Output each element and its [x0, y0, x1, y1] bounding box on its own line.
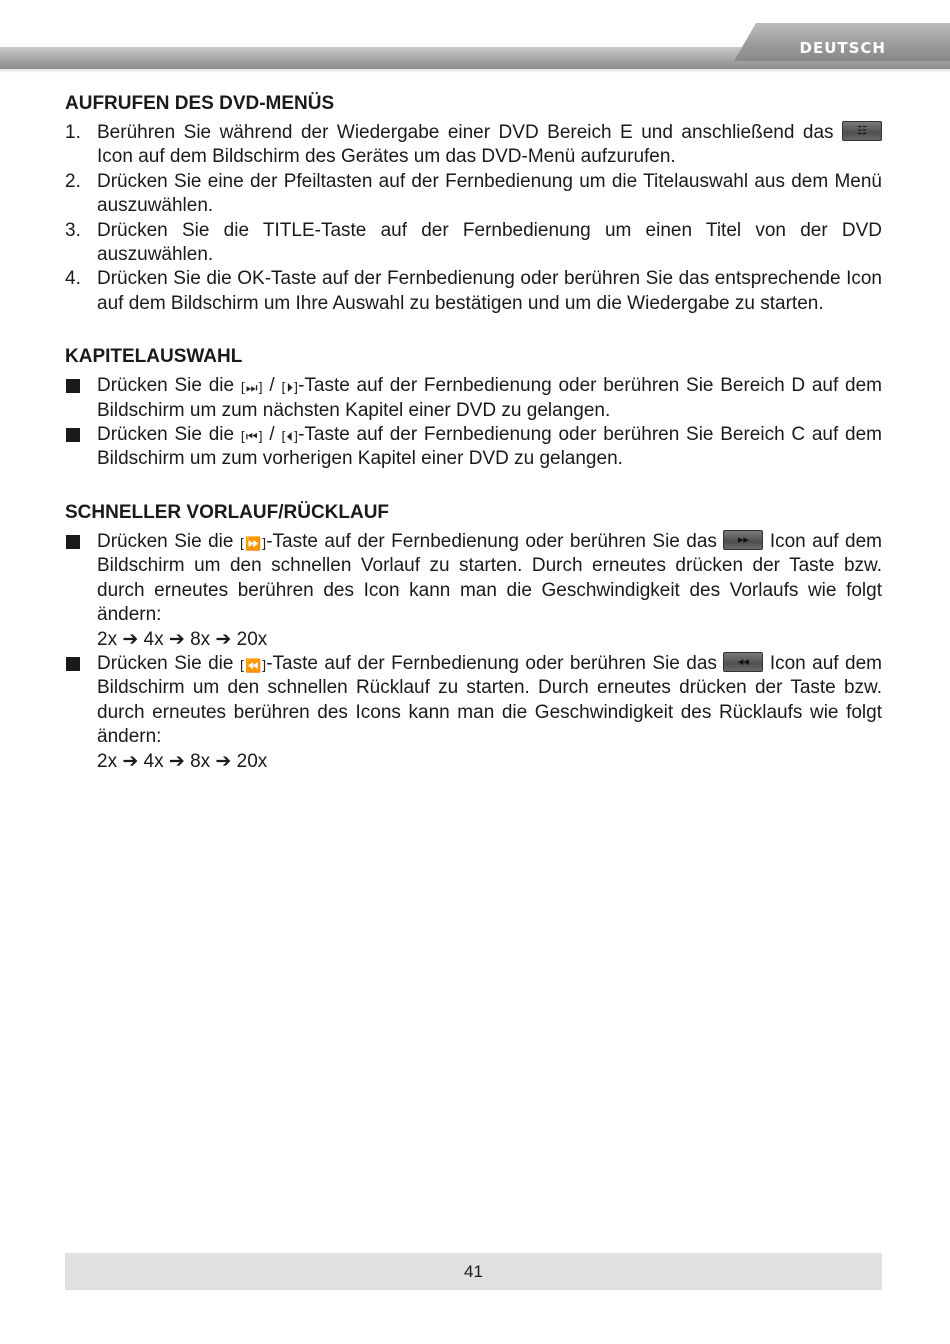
item-text: Drücken Sie eine der Pfeiltasten auf der Fernbedienung um die Titelauswahl aus dem Menü auszuwählen.: [97, 170, 882, 217]
section-title: SCHNELLER VORLAUF/RÜCKLAUF: [65, 501, 390, 523]
previous-chapter-key-icon: [⏮]: [240, 430, 263, 446]
list-item: [65, 170, 882, 219]
list-item: [65, 267, 882, 316]
section-title: KAPITELAUSWAHL: [65, 346, 243, 368]
menu-icon: ☷: [842, 121, 882, 141]
item-number: 3.: [65, 219, 81, 241]
item-text: Icon auf dem Bildschirm des Gerätes um das DVD-Menü aufzurufen.: [97, 146, 676, 168]
item-text: Drücken Sie die TITLE-Taste auf der Fernbedienung um einen Titel von der DVD auszuwählen.: [97, 219, 882, 266]
item-text: Drücken Sie die: [97, 652, 240, 674]
item-text: -Taste auf der Fernbedienung oder berühren Sie Bereich D auf dem Bildschirm um zum nächsten Kapitel einer DVD zu gelangen.: [97, 375, 882, 421]
speed-sequence: 2x ➔ 4x ➔ 8x ➔ 20x: [97, 750, 268, 772]
item-text: -Taste auf der Fernbedienung oder berühren Sie Bereich C auf dem Bildschirm um zum vorherigen Kapitel einer DVD zu gelangen.: [97, 424, 882, 470]
bullet-square: [66, 379, 80, 393]
key-separator: /: [262, 424, 282, 446]
list-item: [65, 121, 882, 170]
section-dvd-menu: [65, 92, 882, 316]
item-text: Drücken Sie die: [97, 530, 240, 552]
item-text: Icon auf dem Bildschirm um den schnellen Rücklauf zu starten. Durch erneutes drücken der Taste bzw. durch erneutes berühren des Icons kann man die Geschwindigkeit des Rücklaufs wie folgt ändern:: [97, 652, 882, 748]
item-number: 2.: [65, 170, 81, 192]
list-item: [65, 219, 882, 268]
rewind-key-icon: [⏪]: [239, 658, 267, 674]
item-text: -Taste auf der Fernbedienung oder berühren Sie das: [266, 530, 724, 552]
page-content: [65, 92, 882, 803]
item-text: Drücken Sie die: [97, 375, 241, 397]
section-title: AUFRUFEN DES DVD-MENÜS: [65, 93, 335, 114]
bullet-square: [66, 535, 80, 549]
right-arrow-key-icon: [⏵]: [281, 381, 299, 397]
footer-bar: [65, 1253, 882, 1290]
item-text: Drücken Sie die: [97, 424, 241, 446]
language-label: DEUTSCH: [799, 39, 886, 57]
section-chapter-select: [65, 345, 882, 472]
bullet-square: [66, 428, 80, 442]
left-arrow-key-icon: [⏴]: [281, 430, 299, 446]
item-text: Berühren Sie während der Wiedergabe einer DVD Bereich E und anschließend das: [97, 122, 842, 143]
bullet-square: [66, 657, 80, 671]
section-fast-forward-rewind: [65, 501, 882, 774]
key-separator: /: [262, 375, 282, 397]
list-item: [65, 374, 882, 423]
header-bar-shadow: [0, 69, 950, 73]
item-text: -Taste auf der Fernbedienung oder berühren Sie das: [266, 652, 724, 674]
list-item: [65, 423, 882, 472]
rewind-icon: ◂◂: [723, 652, 763, 672]
fast-forward-icon: ▸▸: [723, 530, 763, 550]
item-number: 1.: [65, 122, 81, 143]
item-text: Drücken Sie die OK-Taste auf der Fernbedienung oder berühren Sie das entsprechende Icon auf dem Bildschirm um Ihre Auswahl zu bestätigen und um die Wiedergabe zu starten.: [97, 268, 882, 314]
speed-sequence: 2x ➔ 4x ➔ 8x ➔ 20x: [97, 628, 268, 650]
item-number: 4.: [65, 268, 81, 290]
next-chapter-key-icon: [⏭]: [240, 381, 263, 397]
fast-forward-key-icon: [⏩]: [239, 536, 267, 552]
list-item: [65, 652, 882, 774]
list-item: [65, 530, 882, 652]
page-number: 41: [464, 1262, 483, 1281]
item-text: Icon auf dem Bildschirm um den schnellen Vorlauf zu starten. Durch erneutes drücken der Taste bzw. durch erneutes berühren des Icon kann man die Geschwindigkeit des Vorlaufs wie folgt ändern:: [97, 530, 882, 626]
